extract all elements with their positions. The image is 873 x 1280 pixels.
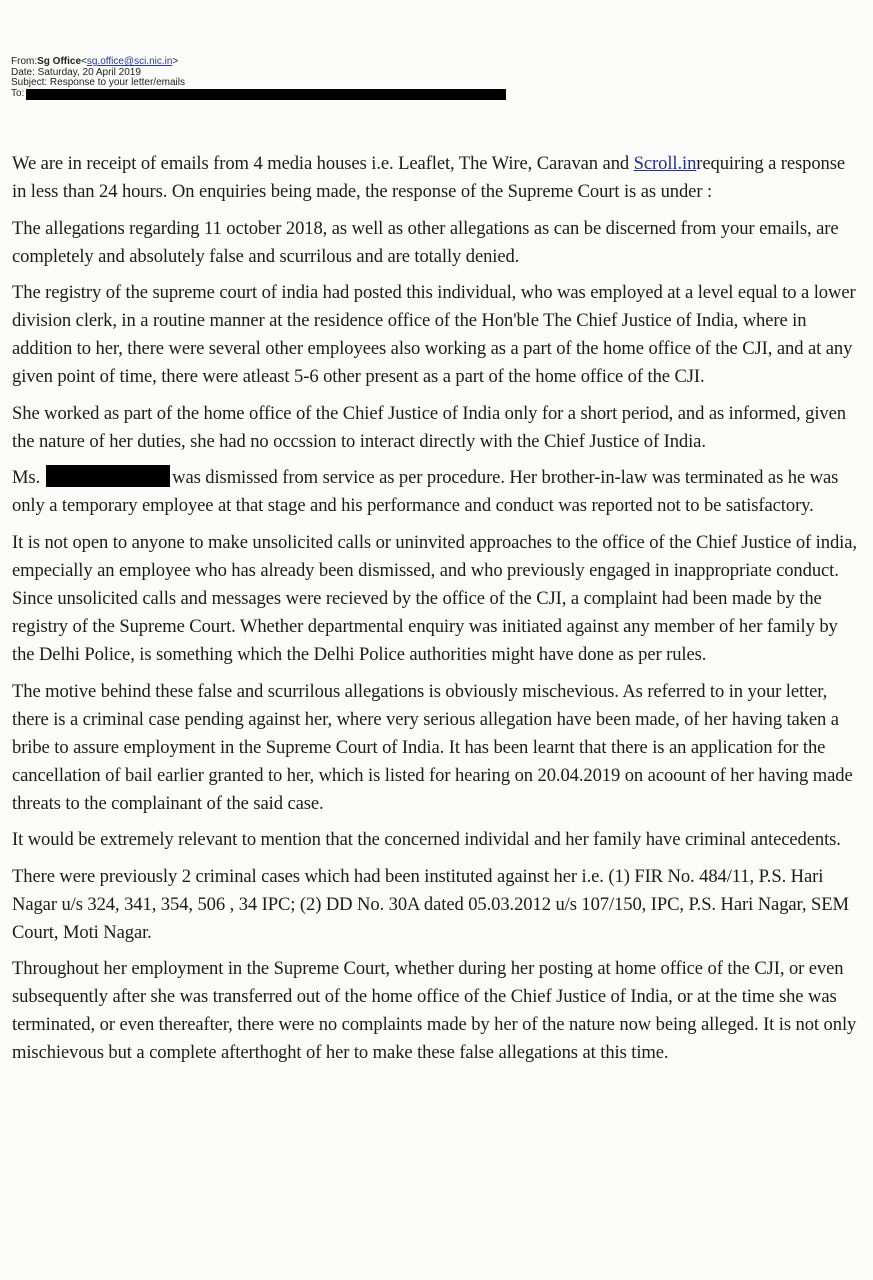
subject-line: Subject: Response to your letter/emails: [11, 77, 185, 88]
paragraph-2: The allegations regarding 11 october 2018, as well as other allegations as can be discerned from your emails, are completely and absolutely false and scurrilous and are totally denied.: [12, 217, 839, 267]
paragraph-8: It would be extremely relevant to mention that the concerned individal and her family have criminal antecedents.: [12, 829, 841, 851]
paragraph-10: Throughout her employment in the Supreme Court, whether during her posting at home office of the CJI, or even subsequently after she was transferred out of the home office of the Chief Justice of India, or at the time she was terminated, or even thereafter, there were no complaints made by her of the nature now being alleged. It is not only mischievous but a complete afterthoght of her to make these false allegations at this time.: [12, 958, 857, 1064]
letter-body: [12, 150, 862, 1076]
paragraph-6: It is not open to anyone to make unsolicited calls or uninvited approaches to the office of the Chief Justice of india, empecially an employee who has already been dismissed, and who previously engaged in inappropriate conduct. Since unsolicited calls and messages were recieved by the office of the CJI, a complaint had been made by the registry of the Supreme Court. Whether departmental enquiry was initiated against any member of her family by the Delhi Police, is something which the Delhi Police authorities might have done as per rules.: [12, 531, 857, 665]
paragraph-1: [12, 150, 862, 206]
paragraph-5-prefix: Ms.: [12, 467, 41, 489]
date-line: Date: Saturday, 20 April 2019: [11, 66, 141, 78]
paragraph-1-text-a: We are in receipt of emails from 4 media houses i.e. Leaflet, The Wire, Caravan and: [12, 153, 634, 174]
redaction-bar: [26, 89, 506, 100]
sender-email-link[interactable]: sg.office@sci.nic.in: [86, 56, 173, 67]
paragraph-3: The registry of the supreme court of india had posted this individual, who was employed at a level equal to a lower division clerk, in a routine manner at the residence office of the Hon'ble The Chief Justice of India, where in addition to her, there were several other employees also working as a part of the home office of the CJI, and at any given point of time, there were atleast 5-6 other present as a part of the home office of the CJI.: [12, 282, 856, 388]
redaction-bar: [46, 465, 170, 487]
email-bracket-close: >: [172, 56, 179, 67]
to-label: To:: [11, 87, 25, 99]
paragraph-9: There were previously 2 criminal cases which had been instituted against her i.e. (1) FIR No. 484/11, P.S. Hari Nagar u/s 324, 341, 354, 506 , 34 IPC; (2) DD No. 30A dated 05.03.2012 u/s 107/150, IPC, P.S. Hari Nagar, SEM Court, Moti Nagar.: [12, 865, 849, 943]
from-label: From:: [11, 56, 38, 67]
scroll-link[interactable]: Scroll.in: [633, 153, 697, 174]
to-line: [11, 89, 506, 100]
email-header: [11, 57, 506, 100]
paragraph-5-text: was dismissed from service as per procedure. Her brother-in-law was terminated as he was only a temporary employee at that stage and his performance and conduct was reported not to be satisfactory.: [12, 467, 839, 517]
email-bracket-open: <: [81, 56, 87, 67]
paragraph-1-text-b: requiring a response in less than 24 hours. On enquiries being made, the response of the Supreme Court is as under :: [12, 153, 846, 202]
paragraph-5: [12, 464, 862, 520]
paragraph-7: The motive behind these false and scurrilous allegations is obviously mischevious. As referred to in your letter, there is a criminal case pending against her, where very serious allegation have been made, of her having taken a bribe to assure employment in the Supreme Court of India. It has been learnt that there is an application for the cancellation of bail earlier granted to her, which is listed for hearing on 20.04.2019 on acoount of her having made threats to the complainant of the said case.: [12, 680, 853, 814]
sender-name: Sg Office: [37, 56, 82, 67]
from-line: [11, 57, 506, 68]
paragraph-4: She worked as part of the home office of the Chief Justice of India only for a short period, and as informed, given the nature of her duties, she had no occssion to interact directly with the Chief Justice of India.: [12, 402, 846, 452]
